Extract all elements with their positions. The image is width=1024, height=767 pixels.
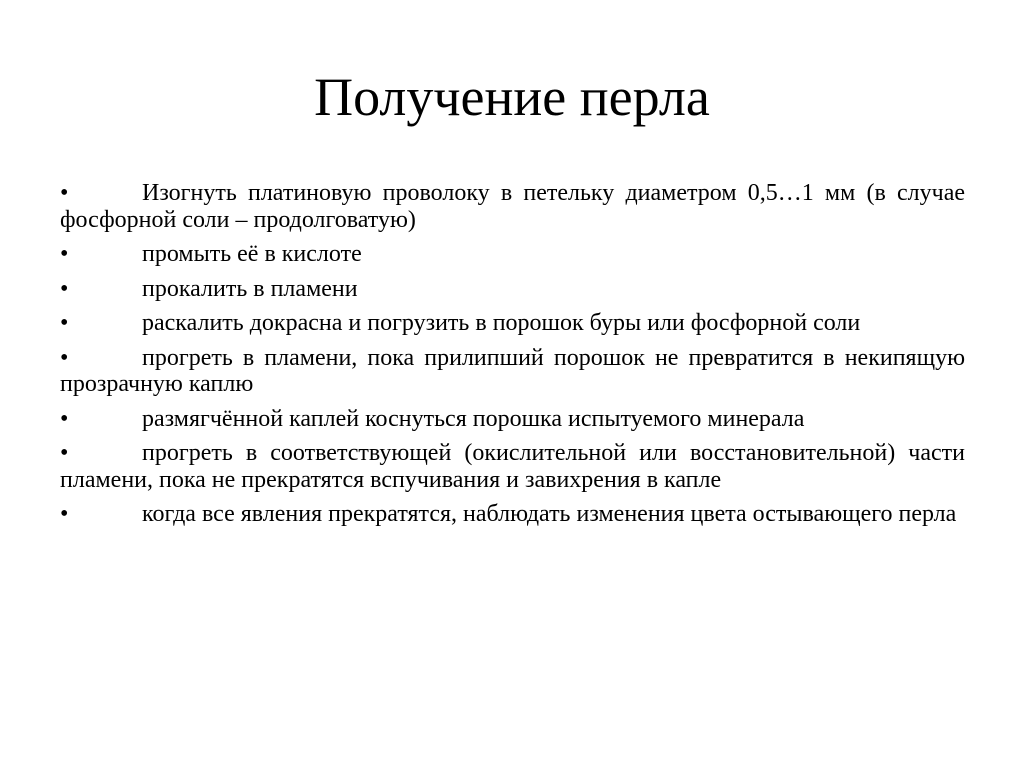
list-item xyxy=(60,276,965,303)
list-item xyxy=(60,241,965,268)
bullet-icon: • xyxy=(60,275,69,302)
bullet-icon: • xyxy=(60,344,69,371)
bullet-icon: • xyxy=(60,501,69,527)
item-text: когда все явления прекратятся, наблюдать изменения цвета остывающего перла xyxy=(142,501,957,527)
list-item xyxy=(60,406,965,433)
list-item xyxy=(60,440,965,493)
bullet-list xyxy=(60,180,965,536)
bullet-icon: • xyxy=(60,405,69,432)
item-text: Изогнуть платиновую проволоку в петельку диаметром 0,5…1 мм (в случае фосфорной соли – продолговатую) xyxy=(60,180,965,233)
list-item xyxy=(60,310,965,337)
item-text: прокалить в пламени xyxy=(142,275,358,302)
item-text: раскалить докрасна и погрузить в порошок буры или фосфорной соли xyxy=(142,310,861,336)
item-text: промыть её в кислоте xyxy=(142,241,362,267)
item-text: прогреть в пламени, пока прилипший порошок не превратится в некипящую прозрачную каплю xyxy=(60,344,965,397)
bullet-icon: • xyxy=(60,310,69,336)
item-text: размягчённой каплей коснуться порошка испытуемого минерала xyxy=(142,405,805,432)
bullet-icon: • xyxy=(60,241,69,267)
item-text: прогреть в соответствующей (окислительной или восстановительной) части пламени, пока не прекратятся вспучивания и завихрения в капле xyxy=(60,440,965,493)
list-item xyxy=(60,501,965,528)
bullet-icon: • xyxy=(60,180,69,206)
list-item xyxy=(60,345,965,398)
list-item xyxy=(60,180,965,233)
bullet-icon: • xyxy=(60,440,69,466)
slide-title: Получение перла xyxy=(314,67,710,127)
